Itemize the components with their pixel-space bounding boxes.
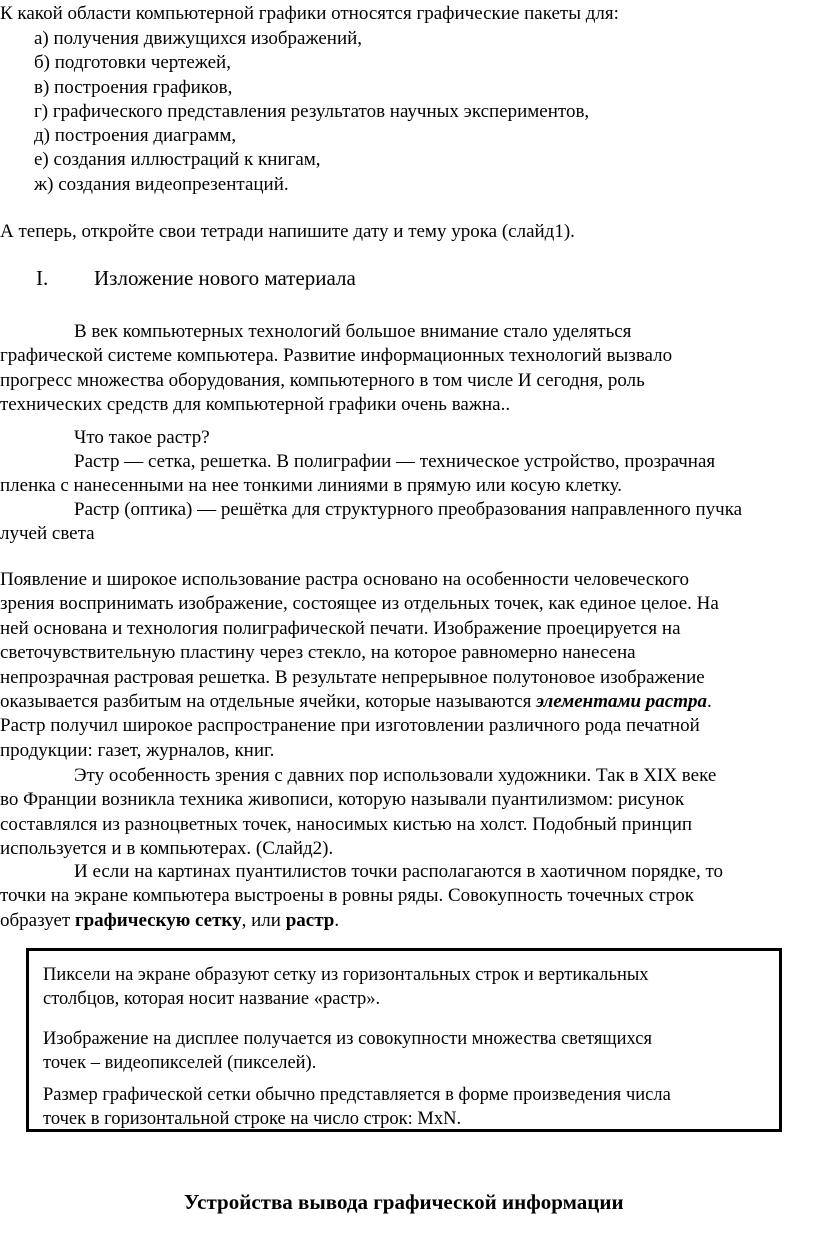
text-line: точки на экране компьютера выстроены в ровны ряды. Совокупность точечных строк — [0, 885, 694, 907]
text-line: графической системе компьютера. Развитие информационных технологий вызвало — [0, 345, 673, 367]
text-line: Растр — сетка, решетка. В полиграфии — техническое устройство, прозрачная — [74, 451, 716, 472]
text-line: Пиксели на экране образуют сетку из горизонтальных строк и вертикальных — [43, 965, 649, 985]
text-line: Изображение на дисплее получается из совокупности множества светящихся — [43, 1029, 652, 1049]
instruction-text: А теперь, откройте свои тетради напишите дату и тему урока (слайд1). — [0, 221, 575, 242]
paragraph-computer-graphics — [0, 320, 816, 418]
section-heading — [36, 266, 356, 291]
text-line: Размер графической сетки обычно представляется в форме произведения числа — [43, 1085, 671, 1105]
text-line: Растр (оптика) — решётка для структурного преобразования направленного пучка — [74, 499, 743, 520]
term-raster: растр — [285, 909, 335, 931]
text-line: во Франции возникла техника живописи, которую называли пуантилизмом: рисунок — [0, 789, 685, 811]
term-raster-elements: элементами растра — [536, 691, 708, 713]
section-title: Изложение нового материала — [94, 266, 356, 290]
text-line: технических средств для компьютерной графики очень важна.. — [0, 394, 511, 416]
paragraph-pointillism — [0, 764, 816, 862]
text-span: . — [334, 909, 340, 931]
text-line: точек – видеопикселей (пикселей). — [43, 1053, 317, 1073]
definition-box — [26, 948, 782, 1132]
text-line — [0, 909, 816, 933]
list-item: а) получения движущихся изображений, — [34, 28, 363, 49]
text-line: продукции: газет, журналов, книг. — [0, 739, 275, 761]
text-line: В век компьютерных технологий большое внимание стало уделяться — [74, 321, 632, 342]
text-line: пленка с нанесенными на нее тонкими линиями в прямую или косую клетку. — [0, 475, 623, 497]
text-line: непрозрачная растровая решетка. В результате непрерывное полутоновое изображение — [0, 666, 705, 688]
list-item: г) графического представления результатов научных экспериментов, — [34, 100, 590, 122]
text-line: зрения воспринимать изображение, состоящее из отдельных точек, как единое целое. На — [0, 593, 719, 615]
question-raster: Что такое растр? — [74, 427, 210, 448]
text-line: светочувствительную пластину через стекло, на которое равномерно нанесена — [0, 642, 636, 664]
text-line: Растр получил широкое распространение при изготовлении различного рода печатной — [0, 715, 700, 737]
text-line: ней основана и технология полиграфической печати. Изображение проецируется на — [0, 617, 681, 639]
text-line: составлялся из разноцветных точек, наносимых кистью на холст. Подобный принцип — [0, 813, 693, 835]
text-line: столбцов, которая носит название «растр». — [43, 989, 381, 1009]
package-list — [34, 27, 589, 197]
list-item: в) построения графиков, — [34, 76, 233, 98]
term-graphic-grid: графическую сетку — [74, 909, 242, 931]
text-line: Появление и широкое использование растра основано на особенности человеческого — [0, 569, 689, 590]
list-item: ж) создания видеопрезентаций. — [34, 173, 289, 195]
text-line — [0, 690, 816, 714]
paragraph-graphic-grid — [0, 860, 816, 933]
text-line: используется и в компьютерах. (Слайд2). — [0, 838, 334, 860]
list-item: б) подготовки чертежей, — [34, 52, 231, 74]
list-item: д) построения диаграмм, — [34, 125, 237, 147]
box-paragraph — [43, 1027, 773, 1075]
text-line: И если на картинах пуантилистов точки располагаются в хаотичном порядке, то — [74, 861, 724, 882]
text-span: , или — [241, 909, 286, 931]
paragraph-raster-definition — [0, 450, 816, 499]
text-span: . — [707, 691, 712, 713]
intro-question: К какой области компьютерной графики относятся графические пакеты для: — [0, 3, 619, 24]
section-title-output-devices: Устройства вывода графической информации — [184, 1190, 624, 1214]
list-item: е) создания иллюстраций к книгам, — [34, 149, 321, 171]
paragraph-raster-optics — [0, 498, 816, 547]
box-paragraph — [43, 963, 773, 1011]
text-span: образует — [0, 909, 75, 931]
box-paragraph — [43, 1083, 773, 1131]
text-span: оказывается разбитым на отдельные ячейки, которые называются — [0, 691, 537, 713]
text-line: Эту особенность зрения с давних пор использовали художники. Так в XIX веке — [74, 765, 717, 786]
text-line: прогресс множества оборудования, компьютерного в том числе И сегодня, роль — [0, 369, 645, 391]
text-line: лучей света — [0, 523, 95, 545]
paragraph-raster-usage — [0, 568, 816, 763]
text-line: точек в горизонтальной строке на число строк: MxN. — [43, 1109, 462, 1129]
section-number: I. — [36, 266, 49, 290]
